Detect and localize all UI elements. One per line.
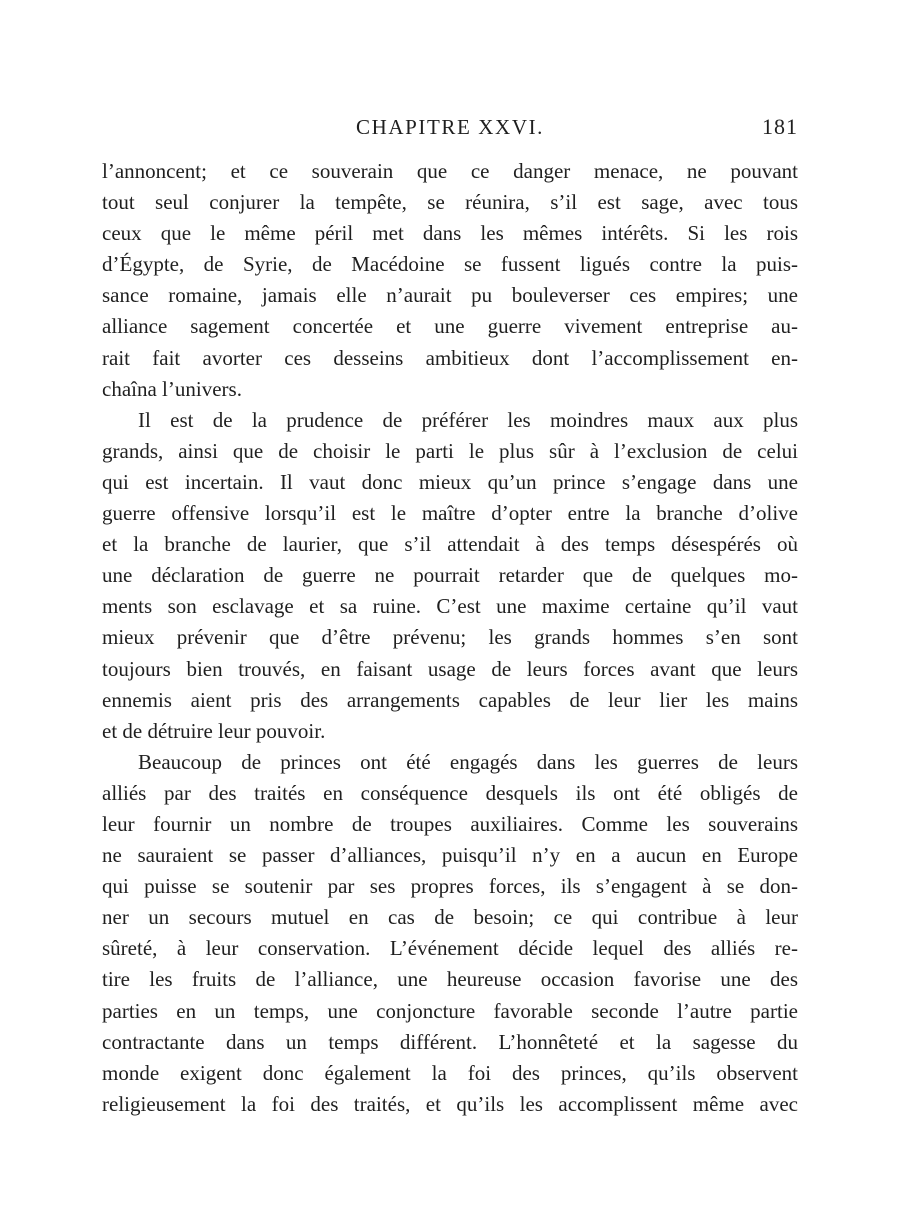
- text-line: sance romaine, jamais elle n’aurait pu bouleverser ces empires; une: [102, 283, 798, 308]
- text-line: et de détruire leur pouvoir.: [102, 718, 326, 743]
- text-line: mieux prévenir que d’être prévenu; les grands hommes s’en sont: [102, 625, 798, 650]
- text-line: tout seul conjurer la tempête, se réunira, s’il est sage, avec tous: [102, 190, 798, 215]
- text-line: d’Égypte, de Syrie, de Macédoine se fussent ligués contre la puis-: [102, 252, 798, 277]
- text-line: une déclaration de guerre ne pourrait retarder que de quelques mo-: [102, 563, 798, 588]
- text-line: l’annoncent; et ce souverain que ce danger menace, ne pouvant: [102, 159, 798, 183]
- chapter-title: CHAPITRE XXVI.: [355, 115, 545, 139]
- text-line: alliance sagement concertée et une guerre vivement entreprise au-: [102, 314, 798, 339]
- text-line: alliés par des traités en conséquence desquels ils ont été obligés de: [102, 780, 798, 805]
- paragraph: [102, 405, 798, 747]
- text-line: parties en un temps, une conjoncture favorable seconde l’autre partie: [102, 998, 798, 1023]
- text-line: leur fournir un nombre de troupes auxiliaires. Comme les souverains: [102, 811, 798, 836]
- running-head: [102, 112, 798, 142]
- text-line: Il est de la prudence de préférer les moindres maux aux plus: [138, 407, 798, 432]
- text-line: qui est incertain. Il vaut donc mieux qu’un prince s’engage dans une: [102, 469, 798, 494]
- body-text: [102, 156, 798, 1120]
- text-line: rait fait avorter ces desseins ambitieux dont l’accomplissement en-: [102, 345, 798, 370]
- text-line: ner un secours mutuel en cas de besoin; ce qui contribue à leur: [102, 905, 798, 930]
- paragraph: [102, 156, 798, 405]
- text-line: sûreté, à leur conservation. L’événement décide lequel des alliés re-: [102, 936, 798, 961]
- text-line: toujours bien trouvés, en faisant usage de leurs forces avant que leurs: [102, 656, 798, 681]
- paragraph: [102, 747, 798, 1120]
- text-line: Beaucoup de princes ont été engagés dans les guerres de leurs: [138, 749, 798, 774]
- text-line: chaîna l’univers.: [102, 376, 242, 401]
- text-line: religieusement la foi des traités, et qu’ils les accomplissent même avec: [102, 1091, 798, 1116]
- text-line: grands, ainsi que de choisir le parti le plus sûr à l’exclusion de celui: [102, 438, 798, 463]
- page-number: 181: [762, 114, 798, 139]
- text-line: et la branche de laurier, que s’il attendait à des temps désespérés où: [102, 532, 798, 557]
- text-line: ceux que le même péril met dans les mêmes intérêts. Si les rois: [102, 221, 798, 246]
- text-line: guerre offensive lorsqu’il est le maître d’opter entre la branche d’olive: [102, 501, 798, 526]
- text-line: monde exigent donc également la foi des princes, qu’ils observent: [102, 1060, 798, 1085]
- text-line: ennemis aient pris des arrangements capables de leur lier les mains: [102, 687, 798, 712]
- text-line: ne sauraient se passer d’alliances, puisqu’il n’y en a aucun en Europe: [102, 843, 798, 868]
- text-line: qui puisse se soutenir par ses propres forces, ils s’engagent à se don-: [102, 874, 798, 899]
- text-line: contractante dans un temps différent. L’honnêteté et la sagesse du: [102, 1029, 798, 1054]
- text-line: ments son esclavage et sa ruine. C’est une maxime certaine qu’il vaut: [102, 594, 798, 619]
- text-line: tire les fruits de l’alliance, une heureuse occasion favorise une des: [102, 967, 798, 992]
